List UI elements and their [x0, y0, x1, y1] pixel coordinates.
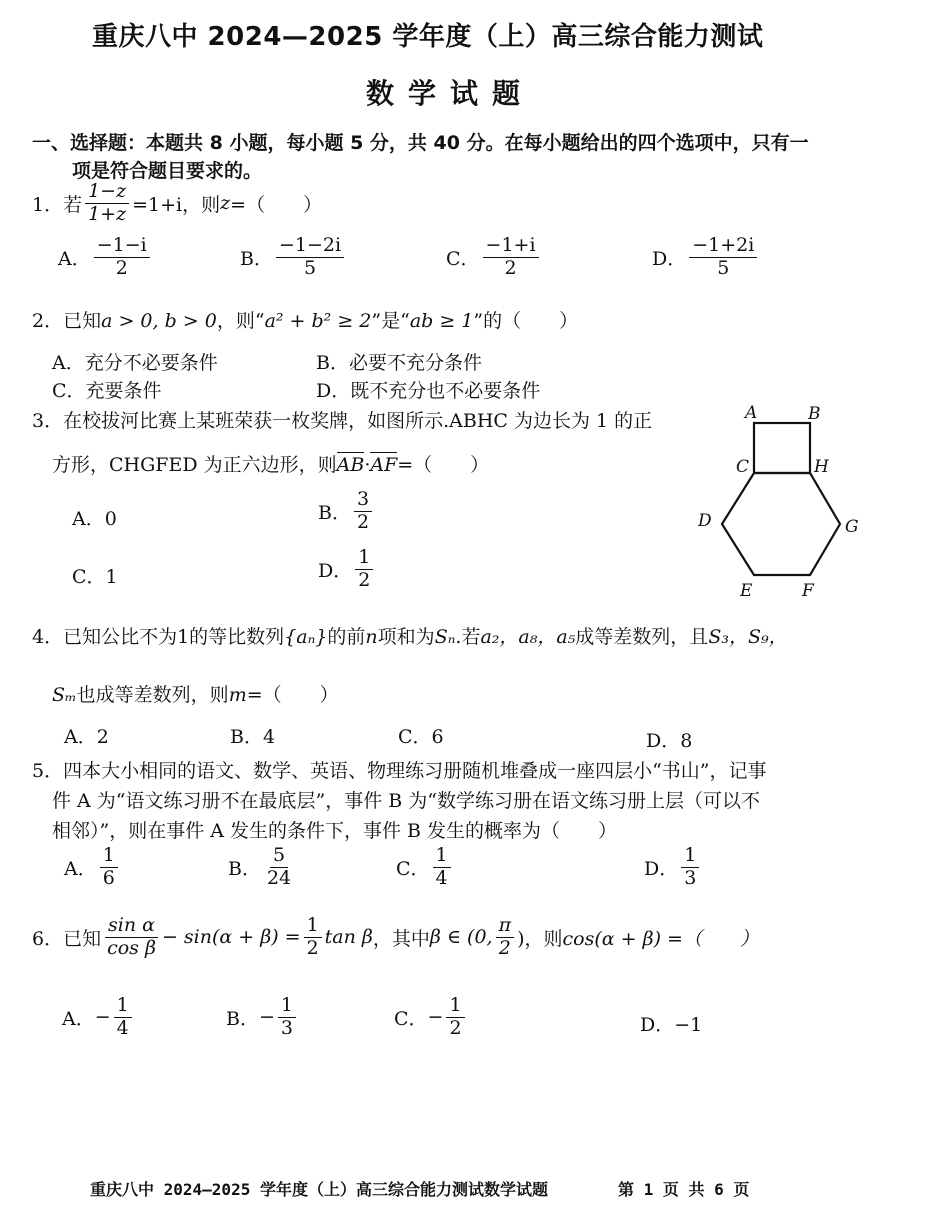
q4-line2c: =（ ） — [246, 684, 339, 706]
q2-option-d: D．既不充分也不必要条件 — [316, 380, 541, 402]
q4-terms: a₂，a₈，a₅ — [480, 626, 576, 648]
question-4-line2 — [52, 680, 339, 707]
q1-option-a — [58, 236, 153, 279]
q5-opt-a-label: A． — [64, 857, 97, 880]
q6-frac3-den: 2 — [498, 936, 511, 959]
q1-opt-a-frac — [94, 236, 150, 279]
q4-line1b: 的前 — [327, 626, 366, 648]
q1-opt-a-num: −1−i — [94, 236, 150, 258]
q3-opt-c-label: C． — [72, 566, 106, 588]
question-6-stem — [32, 916, 759, 959]
q5-opt-c-num: 1 — [433, 846, 451, 868]
q3-opt-b-den: 2 — [356, 510, 370, 533]
medal-figure — [690, 398, 870, 603]
q5-opt-c-label: C． — [396, 857, 430, 880]
q1-z: z — [220, 192, 231, 215]
q4-line1e: 成等差数列，且 — [575, 626, 709, 648]
q5-opt-d-frac — [681, 846, 699, 889]
q1-fraction — [85, 182, 129, 225]
q5-opt-d-label: D． — [644, 857, 679, 880]
q6-opt-b-frac — [278, 996, 296, 1039]
q6-opt-a-frac — [114, 996, 132, 1039]
label-e: E — [740, 581, 753, 601]
q3-opt-d-label: D． — [318, 559, 353, 582]
q2-stem-c: ”是“ — [371, 310, 410, 332]
q6-option-d — [640, 1010, 702, 1037]
q2-stem-a: 2．已知 — [32, 310, 102, 332]
q1-opt-b-den: 5 — [303, 256, 317, 279]
label-a: A — [745, 403, 758, 423]
q3-opt-d-den: 2 — [358, 568, 371, 591]
q1-opt-a-label: A． — [58, 247, 91, 270]
section-instruction-line1: 一、选择题：本题共 8 小题，每小题 5 分，共 40 分。在每小题给出的四个选项中，只有一 — [32, 132, 809, 154]
q6-option-a — [62, 996, 135, 1039]
q4-option-c: C．6 — [398, 726, 444, 748]
exam-title: 重庆八中 2024—2025 学年度（上）高三综合能力测试 — [92, 22, 764, 52]
q6-cond-a: ，其中 — [372, 927, 430, 950]
q3-opt-b-num: 3 — [354, 490, 372, 512]
q5-option-d — [644, 846, 702, 889]
q3-dot: · — [364, 454, 371, 476]
q4-sums: S₃，S₉， — [708, 626, 788, 648]
q4-option-a: A．2 — [64, 726, 109, 748]
q6-opt-c-label: C． — [394, 1007, 428, 1030]
q1-opt-d-den: 5 — [717, 256, 730, 279]
q3-opt-a-label: A． — [72, 508, 105, 530]
q3-opt-d-num: 1 — [355, 548, 373, 570]
q3-line2b: =（ ） — [397, 454, 490, 476]
q6-opt-c-sign: − — [427, 1006, 444, 1029]
q6-opt-a-num: 1 — [114, 996, 132, 1018]
q2-expr2: ab ≥ 1 — [409, 310, 474, 332]
q5-opt-a-num: 1 — [100, 846, 118, 868]
q5-opt-a-frac — [100, 846, 118, 889]
q3-option-d — [318, 548, 376, 591]
q4-line1c: 项和为 — [377, 626, 435, 648]
q1-tail: =（ ） — [230, 193, 323, 216]
q1-frac-num: 1−z — [85, 182, 129, 204]
q5-opt-d-num: 1 — [681, 846, 699, 868]
q2-condition: a > 0, b > 0 — [101, 310, 217, 332]
q6-ask: cos(α + β) =（ ） — [562, 927, 759, 950]
question-5-line1: 5．四本大小相同的语文、数学、英语、物理练习册随机堆叠成一座四层小“书山”，记事 — [32, 760, 767, 782]
q6-beta-in: β ∈ (0, — [429, 926, 493, 949]
label-c: C — [736, 457, 750, 477]
q1-opt-b-num: −1−2i — [276, 236, 344, 258]
q3-opt-c-value: 1 — [105, 566, 118, 588]
q3-option-a — [72, 504, 117, 531]
q3-opt-b-frac — [354, 490, 372, 533]
q1-opt-a-den: 2 — [115, 256, 128, 279]
exam-subtitle: 数学试题 — [366, 77, 535, 110]
q6-opt-c-den: 2 — [449, 1016, 462, 1039]
q5-opt-c-frac — [433, 846, 451, 889]
q6-cond-b: )，则 — [517, 927, 563, 950]
q5-opt-b-den: 24 — [266, 866, 292, 889]
q1-option-b — [240, 236, 347, 279]
q4-sm: Sₘ — [52, 684, 77, 706]
q6-number: 6．已知 — [32, 927, 102, 950]
q2-option-a: A．充分不必要条件 — [52, 352, 218, 374]
q4-n: n — [365, 626, 378, 648]
q1-opt-c-frac — [483, 236, 539, 279]
q6-opt-c-frac — [446, 996, 464, 1039]
q4-option-d: D．8 — [646, 730, 693, 752]
q6-opt-d-value: −1 — [674, 1014, 703, 1036]
q1-frac-den: 1+z — [88, 202, 127, 225]
q6-opt-d-label: D． — [640, 1014, 675, 1036]
q1-option-c — [446, 236, 542, 279]
q3-option-c — [72, 562, 118, 589]
label-g: G — [845, 517, 859, 537]
question-1-stem — [32, 182, 322, 225]
q6-frac3 — [496, 916, 515, 959]
label-h: H — [814, 457, 829, 477]
q1-rest: =1+i，则 — [132, 193, 221, 216]
q5-opt-a-den: 6 — [102, 866, 115, 889]
hexagon-chgfed — [722, 473, 840, 575]
q3-vector-ab: AB — [336, 454, 365, 476]
q1-opt-c-label: C． — [446, 247, 480, 270]
q6-frac1-num: sin α — [105, 916, 158, 938]
q3-line2a: 方形，CHGFED 为正六边形，则 — [52, 454, 337, 476]
q1-opt-d-label: D． — [652, 247, 687, 270]
q6-frac1-den: cos β — [107, 936, 156, 959]
q4-line2b: 也成等差数列，则 — [76, 684, 229, 706]
label-d: D — [698, 511, 712, 531]
q6-opt-a-sign: − — [94, 1006, 111, 1029]
q6-frac2-num: 1 — [304, 916, 322, 938]
question-4-line1 — [32, 622, 788, 649]
question-3-line2 — [52, 450, 489, 477]
q6-opt-b-sign: − — [258, 1006, 275, 1029]
q1-opt-d-frac — [689, 236, 757, 279]
q5-option-b — [228, 846, 297, 889]
q5-opt-b-frac — [264, 846, 294, 889]
square-abhc — [754, 423, 810, 473]
q6-option-c — [394, 996, 468, 1039]
q1-opt-b-label: B． — [240, 247, 273, 270]
label-b: B — [808, 404, 821, 424]
q2-expr1: a² + b² ≥ 2 — [264, 310, 372, 332]
q6-opt-a-den: 4 — [116, 1016, 129, 1039]
q6-frac1 — [104, 916, 159, 959]
q6-mid: − sin(α + β) = — [161, 926, 301, 949]
q4-sn: Sₙ — [434, 626, 456, 648]
q1-number: 1．若 — [32, 193, 83, 216]
q4-line1d: .若 — [455, 626, 481, 648]
q5-option-c — [396, 846, 454, 889]
q3-opt-a-value: 0 — [104, 508, 117, 530]
q6-opt-c-num: 1 — [446, 996, 464, 1018]
q1-opt-c-num: −1+i — [483, 236, 539, 258]
q2-option-b: B．必要不充分条件 — [316, 352, 482, 374]
q4-line1a: 4．已知公比不为1的等比数列 — [32, 626, 285, 648]
q5-opt-b-num: 5 — [270, 846, 288, 868]
question-5-line2: 件 A 为“语文练习册不在最底层”，事件 B 为“数学练习册在语文练习册上层（可以不 — [52, 790, 760, 812]
q5-opt-d-den: 3 — [684, 866, 697, 889]
q3-opt-b-label: B． — [318, 501, 351, 524]
q3-vector-af: AF — [370, 454, 398, 476]
q2-option-c: C．充要条件 — [52, 380, 162, 402]
q5-opt-b-label: B． — [228, 857, 261, 880]
q3-option-b — [318, 490, 375, 533]
q6-frac2-den: 2 — [306, 936, 319, 959]
q3-opt-d-frac — [355, 548, 373, 591]
question-3-line1: 3．在校拔河比赛上某班荣获一枚奖牌，如图所示.ABHC 为边长为 1 的正 — [32, 410, 653, 432]
q4-option-b: B．4 — [230, 726, 276, 748]
q5-option-a — [64, 846, 121, 889]
q1-opt-c-den: 2 — [504, 256, 517, 279]
q2-stem-d: ”的（ ） — [473, 310, 579, 332]
q4-sequence: {aₙ} — [284, 626, 328, 648]
q4-m: m — [228, 684, 247, 706]
q6-opt-b-label: B． — [226, 1007, 259, 1030]
footer-text: 重庆八中 2024—2025 学年度（上）高三综合能力测试数学试题 — [90, 1180, 548, 1199]
q6-option-b — [226, 996, 299, 1039]
q1-opt-d-num: −1+2i — [689, 236, 757, 258]
q1-option-d — [652, 236, 760, 279]
label-f: F — [802, 581, 814, 601]
q1-opt-b-frac — [276, 236, 344, 279]
question-5-line3: 相邻）”，则在事件 A 发生的条件下，事件 B 发生的概率为（ ） — [52, 820, 618, 842]
q6-opt-b-den: 3 — [280, 1016, 293, 1039]
q6-opt-a-label: A． — [62, 1007, 95, 1030]
footer-page: 第 1 页 共 6 页 — [618, 1180, 750, 1199]
question-2-stem — [32, 306, 578, 333]
q6-frac2 — [304, 916, 322, 959]
q6-opt-b-num: 1 — [278, 996, 296, 1018]
q6-tan: tan β — [324, 926, 373, 949]
q2-stem-b: ，则“ — [216, 310, 265, 332]
q6-frac3-num: π — [496, 916, 515, 938]
q5-opt-c-den: 4 — [435, 866, 448, 889]
section-instruction-line2: 项是符合题目要求的。 — [72, 160, 263, 182]
